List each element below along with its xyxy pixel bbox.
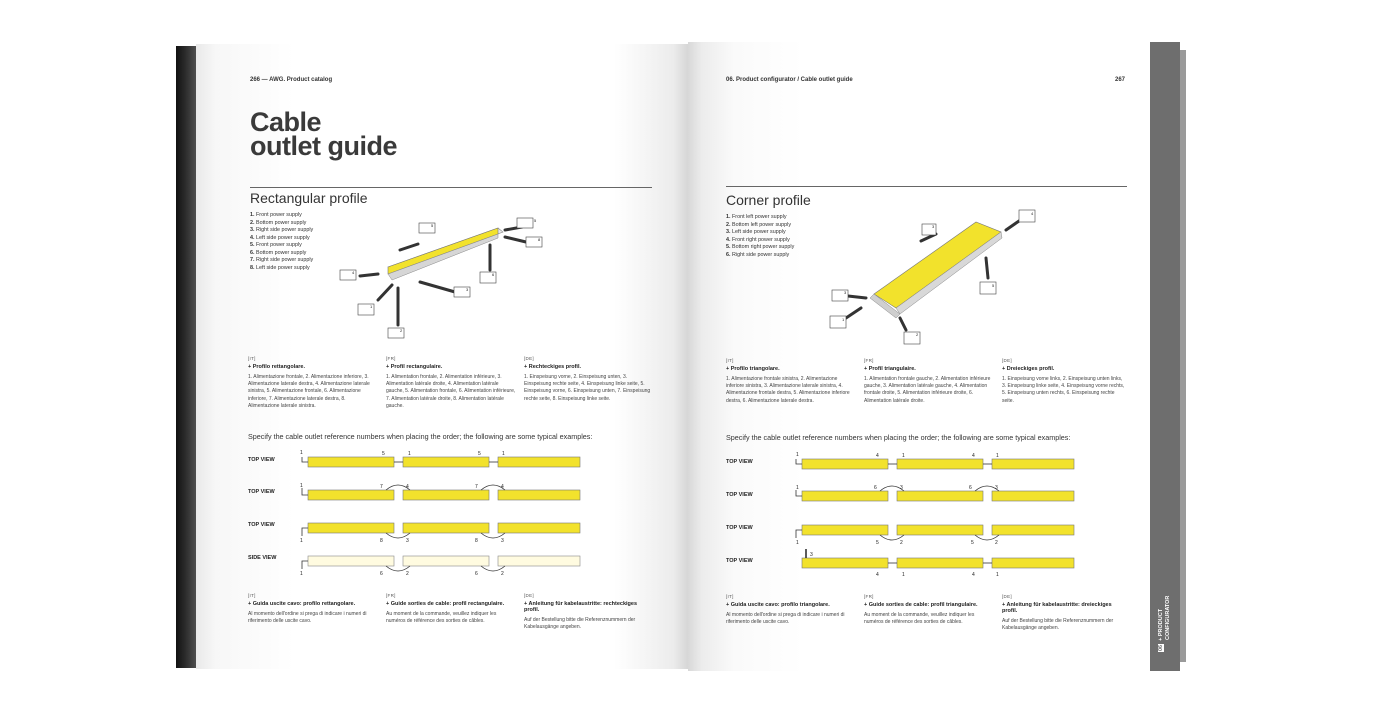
view-label: SIDE VIEW [248,555,277,561]
col-body: 1. Alimentazione frontale sinistra, 2. Alimentazione inferiore sinistra, 3. Alimentazione laterale sinistra, 4. Alimentazione frontale destra, 5. Alimentazione inferiore destra, 6. Alimentazione laterale destra. [726,376,850,404]
legend-item: 1. Front power supply [250,212,302,218]
footer-it-rect [248,593,378,625]
outlet-number: 7 [475,484,478,490]
footer-heading: + Guide sorties de cable: profil triangulaire. [864,602,978,608]
outlet-number: 1 [902,453,905,459]
outlet-number: 1 [300,571,303,577]
chapter-tab-label [1152,590,1178,670]
col-de-rect [524,356,652,403]
outlet-number: 5 [971,540,974,546]
tab-line-1: + PRODUCT [1158,608,1164,641]
legend-item: 3. Right side power supply [250,227,314,233]
outlet-number: 1 [408,451,411,457]
outlet-number: 3 [406,538,409,544]
callout-number: 5 [992,283,995,288]
section-title-rectangular: Rectangular profile [250,190,368,206]
legend-item: 4. Front right power supply [726,236,790,243]
col-body: 1. Alimentation frontale, 2. Alimentation inférieure, 3. Alimentation latérale droite, 4. Alimentation latérale gauche, 5. Alimentation frontale, 6. Alimentation inférieure, 7. Alimentation latérale droite, 8. Alimentation latérale gauche. [386,374,516,409]
section-title-corner: Corner profile [726,192,811,208]
footer-heading: + Anleitung für kabelaustritte: dreieckiges profil. [1002,602,1112,614]
footer-it-corner [726,594,854,626]
col-de-corner [1002,358,1127,405]
callout-number: 1 [842,317,845,322]
lang-tag: [DE] [1002,358,1012,363]
lang-tag: [IT] [726,358,734,363]
legend-item: 7. Right side power supply [250,257,314,263]
col-fr-corner [864,358,992,405]
outlet-number: 8 [475,538,478,544]
callout-number: 2 [916,332,919,337]
callout-number: 4 [1031,211,1034,216]
outlet-number: 3 [810,552,813,558]
page-number: 267 [1115,77,1126,83]
specify-text-right: Specify the cable outlet reference numbers when placing the order; the following are some typical examples: [726,433,1071,442]
footer-heading: + Guida uscite cavo: profilo triangolare. [726,602,830,608]
outlet-number: 1 [796,540,799,546]
callout-number: 1 [370,304,373,309]
callout-number: 3 [932,224,935,229]
footer-heading: + Anleitung für kabelaustritte: rechteckiges profil. [524,601,638,613]
outlet-number: 4 [876,572,879,578]
outlet-number: 3 [501,538,504,544]
col-heading: + Dreieckiges profil. [1002,366,1055,372]
lang-tag: [IT] [248,356,256,361]
lang-tag: [FR] [864,358,874,363]
title-line-1: Cable [250,107,322,137]
legend-item: 4. Left side power supply [250,234,310,241]
view-label: TOP VIEW [726,558,753,564]
callout-number: 2 [400,328,403,333]
outlet-number: 4 [406,484,409,490]
outlet-number: 3 [900,485,903,491]
col-heading: + Profil rectangulaire. [386,364,443,370]
outlet-number: 1 [300,538,303,544]
col-heading: + Profil triangulaire. [864,366,916,372]
col-heading: + Profilo triangolare. [726,366,780,372]
legend-item: 6. Bottom power supply [250,249,307,256]
legend-item: 3. Left side power supply [726,229,786,235]
legend-item: 8. Left side power supply [250,264,310,271]
col-it-corner [726,358,854,405]
view-label: TOP VIEW [248,489,275,495]
footer-body: Auf der Bestellung bitte die Referenznummern der Kabelausgänge angeben. [1002,618,1114,632]
outlet-number: 1 [796,485,799,491]
callout-number: 4 [352,270,355,275]
outlet-number: 6 [475,571,478,577]
lang-tag: [DE] [524,356,534,361]
callout-number: 3 [844,290,847,295]
outlet-number: 5 [382,451,385,457]
view-label: TOP VIEW [248,457,275,463]
outlet-number: 8 [380,538,383,544]
outlet-number: 2 [501,571,504,577]
specify-text-left: Specify the cable outlet reference numbers when placing the order; the following are some typical examples: [248,432,593,441]
footer-body: Auf der Bestellung bitte die Referenznummern der Kabelausgänge angeben. [524,617,636,631]
title-line-2: outlet guide [250,131,397,161]
chapter-number: 06 [1158,644,1164,651]
callout-number: 3 [466,287,469,292]
legend-item: 2. Bottom left power supply [726,221,792,228]
tab-line-2: CONFIGURATOR [1165,595,1171,640]
col-body: 1. Alimentazione frontale, 2. Alimentazione inferiore, 3. Alimentazione laterale destra, 4. Alimentazione laterale sinistra, 5. Alimentazione frontale, 6. Alimentazione inferiore, 7. Alimentazione laterale destra, 8. Alimentazione laterale sinistra. [248,374,370,409]
col-body: 1. Alimentation frontale gauche, 2. Alimentation inférieure gauche, 3. Alimentation latérale gauche, 4. Alimentation frontale droite, 5. Alimentation inférieure droite, 6. Alimentation latérale droite. [864,376,991,404]
chapter-tab-text [1158,596,1172,652]
corner-order-examples [792,450,1082,582]
legend-item: 2. Bottom power supply [250,219,307,226]
outlet-number: 4 [972,572,975,578]
outlet-number: 1 [902,572,905,578]
col-heading: + Rechteckiges profil. [524,364,582,370]
footer-body: Au moment de la commande, veuillez indiquer les numéros de référence des sorties de câbles. [386,611,497,625]
footer-de-corner [1002,594,1127,632]
outlet-number: 1 [300,450,303,456]
outlet-number: 4 [972,453,975,459]
section-rule [250,187,652,188]
lang-tag: [FR] [864,594,874,599]
footer-heading: + Guide sorties de cable: profil rectangulaire. [386,601,505,607]
right-running-head: 06. Product configurator / Cable outlet guide [726,77,853,83]
callout-number: 6 [492,272,495,277]
chapter-tab [1150,42,1180,671]
col-heading: + Profilo rettangolare. [248,364,305,370]
book-spine [176,46,198,668]
page-title [250,107,397,161]
lang-tag: [DE] [1002,594,1012,599]
col-it-rect [248,356,378,410]
footer-fr-rect [386,593,516,625]
legend-item: 5. Front power supply [250,242,302,248]
left-running-head: 266 — AWG. Product catalog [250,77,333,83]
outlet-number: 2 [900,540,903,546]
outlet-number: 1 [300,483,303,489]
outlet-number: 2 [995,540,998,546]
view-label: TOP VIEW [726,459,753,465]
footer-heading: + Guida uscite cavo: profilo rettangolare. [248,601,356,607]
outlet-number: 7 [380,484,383,490]
outlet-number: 6 [874,485,877,491]
rectangular-profile-illustration [330,210,560,345]
outlet-number: 4 [501,484,504,490]
lang-tag: [FR] [386,593,396,598]
outlet-number: 1 [796,452,799,458]
footer-body: Al momento dell'ordine si prega di indicare i numeri di riferimento delle uscite cavo. [248,611,367,625]
corner-profile-illustration [826,206,1046,346]
lang-tag: [FR] [386,356,396,361]
legend-item: 1. Front left power supply [726,214,787,220]
callout-number: 5 [534,218,537,223]
outlet-number: 1 [996,453,999,459]
rectangular-order-examples [298,448,588,580]
view-label: TOP VIEW [726,525,753,531]
outlet-number: 2 [406,571,409,577]
footer-de-rect [524,593,652,631]
view-label: TOP VIEW [726,492,753,498]
lang-tag: [DE] [524,593,534,598]
col-body: 1. Einspeisung vorne links, 2. Einspeisung unten links, 3. Einspeisung linke seite, 4. Einspeisung vorne rechts, 5. Einspeisung unten rechts, 6. Einspeisung rechte seite. [1002,376,1125,404]
outlet-number: 5 [876,540,879,546]
col-fr-rect [386,356,516,410]
section-rule [726,186,1127,187]
footer-body: Au moment de la commande, veuillez indiquer les numéros de référence des sorties de câbles. [864,612,975,626]
outlet-number: 5 [478,451,481,457]
lang-tag: [IT] [726,594,734,599]
callout-number: 8 [538,237,541,242]
lang-tag: [IT] [248,593,256,598]
outlet-number: 4 [876,453,879,459]
legend-item: 5. Bottom right power supply [726,244,795,250]
view-label: TOP VIEW [248,522,275,528]
outlet-number: 1 [996,572,999,578]
legend-item: 6. Right side power supply [726,251,790,258]
outlet-number: 6 [969,485,972,491]
outlet-number: 3 [995,485,998,491]
col-body: 1. Einspeisung vorne, 2. Einspeisung unten, 3. Einspeisung rechte seite, 4. Einspeisung linke seite, 5. Einspeisung vorne, 6. Einspeisung unten, 7. Einspeisung rechte seite, 8. Einspeisung linke seite. [524,374,651,402]
footer-body: Al momento dell'ordine si prega di indicare i numeri di riferimento delle uscite cavo. [726,612,845,626]
callout-number: 5 [431,223,434,228]
page-edge [1180,50,1186,662]
footer-fr-corner [864,594,992,626]
outlet-number: 1 [502,451,505,457]
outlet-number: 6 [380,571,383,577]
